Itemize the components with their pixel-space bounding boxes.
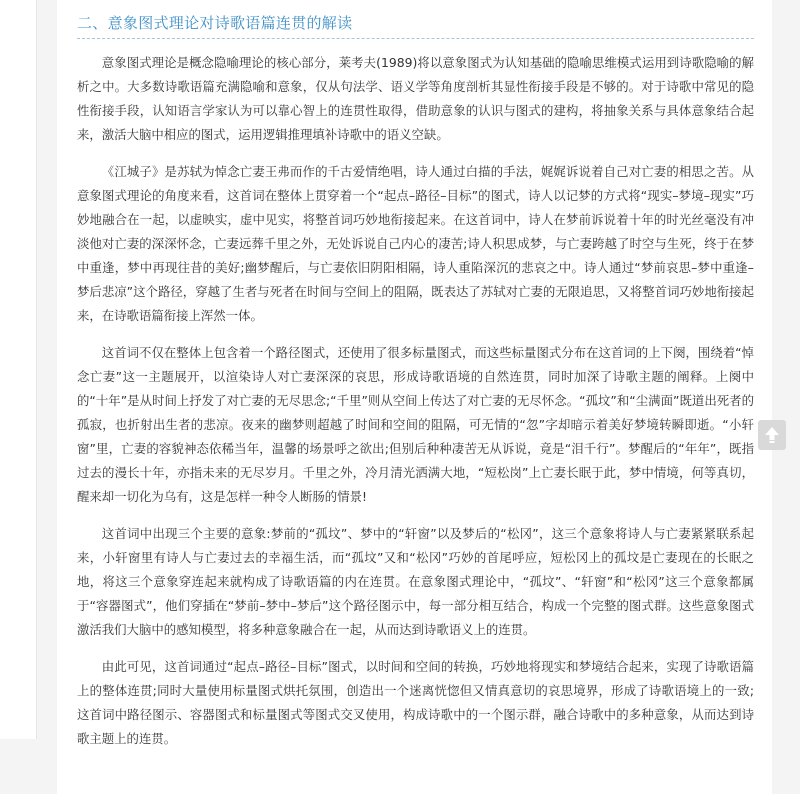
section-title: 二、意象图式理论对诗歌语篇连贯的解读 [77,10,754,39]
left-sidebar-panel [0,0,37,739]
back-to-top-button[interactable] [758,420,786,450]
article-content [57,0,772,794]
paragraph-5: 由此可见，这首词通过“起点–路径–目标”图式，以时间和空间的转换，巧妙地将现实和梦境结合起来，实现了诗歌语篇上的整体连贯;同时大量使用标量图式烘托氛围，创造出一个迷离恍惚但又情真意切的哀思境界，形成了诗歌语境上的一致;这首词中路径图示、容器图式和标量图式等图式交叉使用，构成诗歌中的一个图示群，融合诗歌中的多种意象，从而达到诗歌主题上的连贯。 [77,659,754,746]
paragraph-3: 这首词不仅在整体上包含着一个路径图式，还使用了很多标量图式，而这些标量图式分布在这首词的上下阕，围绕着“悼念亡妻”这一主题展开，以渲染诗人对亡妻深深的哀思，形成诗歌语境的自然连贯，同时加深了诗歌主题的阐释。上阕中的“十年”是从时间上抒发了对亡妻的无尽思念;“千里”则从空间上传达了对亡妻的无尽怀念。“孤坟”和“尘满面”既道出死者的孤寂，也折射出生者的悲凉。夜来的幽梦则超越了时间和空间的阻隔，可无情的“忽”字却暗示着美好梦境转瞬即逝。“小轩窗”里，亡妻的容貌神态依稀当年，温馨的场景呼之欲出;但别后种种凄苦无从诉说，竟是“泪千行”。梦醒后的“年年”，既指过去的漫长十年，亦指未来的无尽岁月。千里之外，冷月清光洒满大地，“短松岗”上亡妻长眠于此，梦中情境，何等真切，醒来却一切化为乌有，这是怎样一种令人断肠的情景! [77,345,754,504]
paragraph-2: 《江城子》是苏轼为悼念亡妻王弗而作的千古爱情绝唱，诗人通过白描的手法，娓娓诉说着自己对亡妻的相思之苦。从意象图式理论的角度来看，这首词在整体上贯穿着一个“起点–路径–目标”的图式，诗人以记梦的方式将“现实–梦境–现实”巧妙地融合在一起，以虚映实，虚中见实，将整首词巧妙地衔接起来。在这首词中，诗人在梦前诉说着十年的时光丝毫没有冲淡他对亡妻的深深怀念，亡妻远葬千里之外，无处诉说自己内心的凄苦;诗人积思成梦，与亡妻跨越了时空与生死，终于在梦中重逢，梦中再现往昔的美好;幽梦醒后，与亡妻依旧阴阳相隔，诗人重陷深沉的悲哀之中。诗人通过“梦前哀思–梦中重逢–梦后悲凉”这个路径，穿越了生者与死者在时间与空间上的阻隔，既表达了苏轼对亡妻的无限追思，又将整首词巧妙地衔接起来，在诗歌语篇衔接上浑然一体。 [77,164,754,323]
paragraph-1: 意象图式理论是概念隐喻理论的核心部分，莱考夫(1989)将以意象图式为认知基础的隐喻思维模式运用到诗歌隐喻的解析之中。大多数诗歌语篇充满隐喻和意象，仅从句法学、语义学等角度剖析其显性衔接手段是不够的。对于诗歌中常见的隐性衔接手段，认知语言学家认为可以靠心智上的连贯性取得，借助意象的认识与图式的建构，将抽象关系与具体意象结合起来，激活大脑中相应的图式，运用逻辑推理填补诗歌中的语义空缺。 [77,55,754,142]
up-arrow-icon [764,426,780,444]
paragraph-4: 这首词中出现三个主要的意象:梦前的“孤坟”、梦中的“轩窗”以及梦后的“松冈”，这三个意象将诗人与亡妻紧紧联系起来，小轩窗里有诗人与亡妻过去的幸福生活，而“孤坟”又和“松冈”巧妙的首尾呼应，短松冈上的孤坟是亡妻现在的长眠之地，将这三个意象穿连起来就构成了诗歌语篇的内在连贯。在意象图式理论中，“孤坟”、“轩窗”和“松冈”这三个意象都属于“容器图式”，他们穿插在“梦前–梦中–梦后”这个路径图示中，每一部分相互结合，构成一个完整的图式群。这些意象图式激活我们大脑中的感知模型，将多种意象融合在一起，从而达到诗歌语义上的连贯。 [77,526,754,637]
